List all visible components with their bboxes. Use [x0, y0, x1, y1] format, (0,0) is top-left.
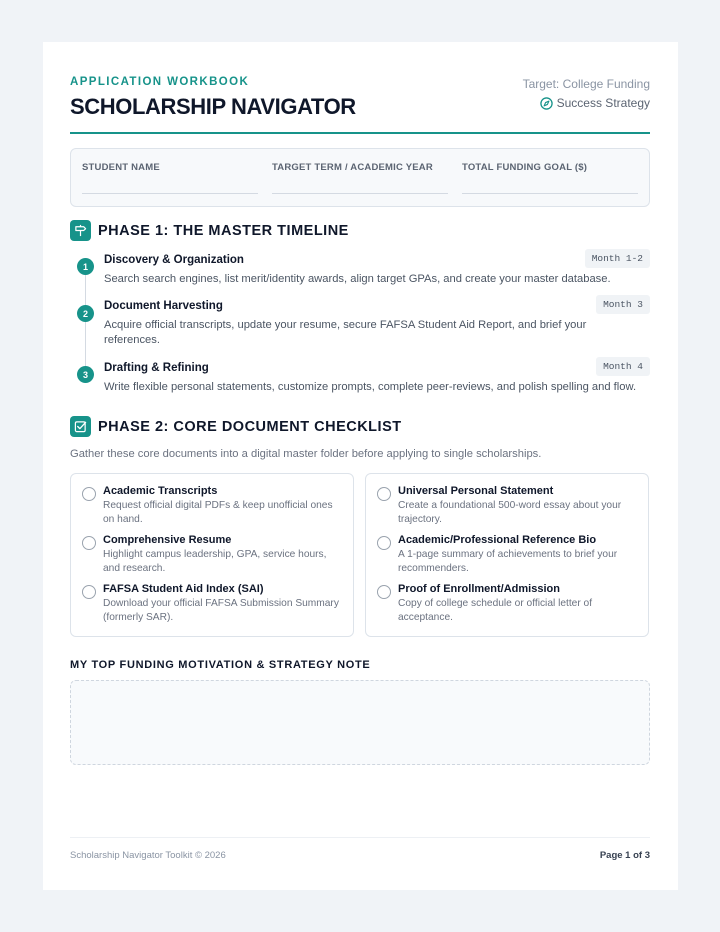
- step-description: Search search engines, list merit/identity awards, align target GPAs, and create your master database.: [104, 273, 611, 285]
- step-description: Write flexible personal statements, customize prompts, complete peer-reviews, and polish spelling and flow.: [104, 381, 637, 393]
- step-number: 2: [77, 305, 94, 322]
- workbook-page: [43, 42, 678, 890]
- step-badge: Month 1-2: [585, 249, 650, 268]
- phase1-heading: [70, 220, 349, 241]
- checklist-card-right: [365, 473, 649, 637]
- step-badge: Month 3: [596, 295, 650, 314]
- student-name-field[interactable]: [82, 162, 258, 194]
- field-line: [462, 193, 638, 194]
- strategy-label: [540, 96, 650, 110]
- checkbox[interactable]: [377, 487, 391, 501]
- strategy-note-input[interactable]: [70, 680, 650, 765]
- step-description: Acquire official transcripts, update your resume, secure FAFSA Student Aid Report, and brief your references.: [104, 319, 587, 346]
- phase2-heading: [70, 416, 402, 437]
- note-title: MY TOP FUNDING MOTIVATION & STRATEGY NOTE: [70, 659, 371, 671]
- step-badge: Month 4: [596, 357, 650, 376]
- phase1-title: PHASE 1: THE MASTER TIMELINE: [98, 222, 349, 239]
- item-description: A 1-page summary of achievements to brief your recommenders.: [398, 549, 618, 574]
- target-label: Target: College Funding: [522, 77, 650, 91]
- item-title: Proof of Enrollment/Admission: [398, 583, 560, 595]
- page-number: Page 1 of 3: [599, 850, 650, 861]
- phase2-title: PHASE 2: CORE DOCUMENT CHECKLIST: [98, 418, 402, 435]
- item-description: Download your official FAFSA Submission Summary (formerly SAR).: [103, 598, 339, 623]
- checkbox[interactable]: [377, 585, 391, 599]
- item-description: Request official digital PDFs & keep unofficial ones on hand.: [103, 500, 333, 525]
- field-label: STUDENT NAME: [82, 162, 160, 173]
- student-info-fields: [70, 148, 650, 207]
- signpost-icon: [70, 220, 91, 241]
- page-title: SCHOLARSHIP NAVIGATOR: [70, 94, 356, 119]
- field-line: [82, 193, 258, 194]
- item-title: Universal Personal Statement: [398, 485, 554, 497]
- page-header: [70, 76, 650, 134]
- page-footer: [70, 837, 650, 867]
- checkbox[interactable]: [82, 536, 96, 550]
- footer-copyright: Scholarship Navigator Toolkit © 2026: [70, 850, 226, 861]
- checkbox[interactable]: [82, 585, 96, 599]
- item-description: Copy of college schedule or official letter of acceptance.: [398, 598, 593, 623]
- field-label: TOTAL FUNDING GOAL ($): [462, 162, 588, 173]
- eyebrow-label: APPLICATION WORKBOOK: [70, 76, 250, 88]
- checkbox[interactable]: [82, 487, 96, 501]
- checklist-intro: Gather these core documents into a digital master folder before applying to single scholarships.: [70, 448, 542, 460]
- field-line: [272, 193, 448, 194]
- item-title: Academic/Professional Reference Bio: [398, 534, 597, 546]
- step-title: Discovery & Organization: [104, 254, 244, 266]
- checklist-card-left: [70, 473, 354, 637]
- step-title: Document Harvesting: [104, 300, 223, 312]
- funding-goal-field[interactable]: [462, 162, 638, 194]
- item-description: Highlight campus leadership, GPA, service hours, and research.: [103, 549, 327, 574]
- item-title: Academic Transcripts: [103, 485, 218, 497]
- item-title: Comprehensive Resume: [103, 534, 232, 546]
- timeline-line: [85, 264, 86, 382]
- strategy-text: Success Strategy: [556, 96, 650, 110]
- checkbox[interactable]: [377, 536, 391, 550]
- field-label: TARGET TERM / ACADEMIC YEAR: [272, 162, 433, 173]
- item-title: FAFSA Student Aid Index (SAI): [103, 583, 264, 595]
- item-description: Create a foundational 500-word essay about your trajectory.: [398, 500, 622, 525]
- step-number: 1: [77, 258, 94, 275]
- checkbox-icon: [70, 416, 91, 437]
- step-number: 3: [77, 366, 94, 383]
- target-term-field[interactable]: [272, 162, 448, 194]
- step-title: Drafting & Refining: [104, 362, 209, 374]
- compass-icon: [540, 97, 553, 110]
